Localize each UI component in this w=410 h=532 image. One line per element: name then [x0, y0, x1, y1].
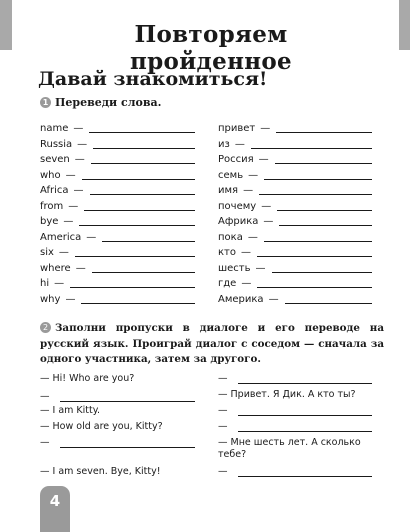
answer-line[interactable]	[75, 256, 195, 257]
word-row	[218, 167, 372, 182]
dash: —	[255, 262, 266, 274]
dialogue-line-en: — How old are you, Kitty?	[40, 421, 163, 432]
exercise-2-instruction: Заполни пропуски в диалоге и его переводе на русский язык. Проиграй диалог с соседом — сначала за одного участника, затем за другого.	[40, 322, 384, 365]
english-word: seven	[40, 154, 70, 165]
answer-line[interactable]	[84, 210, 195, 211]
dialogue-line-en: — I am Kitty.	[40, 405, 101, 416]
dash: —	[54, 278, 65, 289]
dash: —	[234, 138, 245, 150]
dash: —	[75, 262, 86, 274]
answer-line[interactable]	[238, 476, 372, 477]
russian-word: имя	[218, 185, 239, 196]
dialogue-line-ru: —	[218, 466, 228, 477]
answer-line[interactable]	[79, 225, 195, 226]
answer-line[interactable]	[102, 241, 195, 242]
english-word: America	[40, 231, 82, 243]
russian-word: где	[218, 278, 237, 289]
russian-word: из	[218, 138, 230, 150]
dialogue-line-ru: —	[218, 421, 228, 432]
russian-word: Россия	[218, 154, 254, 165]
dialogue-line-ru: —	[218, 373, 228, 384]
word-row	[218, 182, 372, 197]
word-row	[218, 198, 372, 213]
word-row	[218, 151, 372, 166]
dialogue-line-ru: — Привет. Я Дик. А кто ты?	[218, 389, 356, 400]
exercise-1-instruction: Переведи слова.	[55, 96, 162, 109]
dash: —	[65, 293, 76, 305]
answer-line[interactable]	[279, 225, 372, 226]
dash: —	[241, 278, 252, 289]
english-word: Africa	[40, 185, 69, 196]
page-title: Повторяем пройденное	[130, 21, 292, 75]
dash: —	[65, 169, 76, 181]
word-row	[218, 229, 372, 244]
dialogue-line-en: —	[40, 391, 50, 402]
word-row	[218, 260, 372, 275]
dash: —	[243, 185, 254, 196]
word-row	[218, 136, 372, 151]
dash: —	[247, 231, 258, 243]
answer-line[interactable]	[92, 272, 195, 273]
word-row	[40, 260, 195, 275]
answer-line[interactable]	[238, 383, 372, 384]
word-row	[218, 291, 372, 306]
page-edge-bar-right	[399, 0, 410, 50]
answer-line[interactable]	[264, 179, 372, 180]
answer-line[interactable]	[257, 256, 372, 257]
english-word: six	[40, 247, 54, 258]
exercise-1-number-badge: 1	[40, 97, 51, 108]
dash: —	[260, 123, 271, 134]
page-number: 4	[49, 492, 61, 510]
dash: —	[77, 138, 88, 150]
dash: —	[240, 247, 251, 258]
answer-line[interactable]	[264, 241, 372, 242]
answer-line[interactable]	[238, 415, 372, 416]
english-word: where	[40, 262, 71, 274]
dialogue-line-ru: —	[218, 405, 228, 416]
dash: —	[248, 169, 259, 181]
answer-line[interactable]	[276, 132, 372, 133]
russian-word: пока	[218, 231, 243, 243]
word-row	[40, 182, 195, 197]
word-row	[40, 213, 195, 228]
dash: —	[73, 185, 84, 196]
exercise-2-heading	[40, 321, 384, 368]
word-row	[40, 291, 195, 306]
russian-word: Америка	[218, 293, 264, 305]
answer-line[interactable]	[238, 431, 372, 432]
answer-line[interactable]	[277, 210, 372, 211]
dash: —	[58, 247, 69, 258]
answer-line[interactable]	[91, 163, 195, 164]
english-word: why	[40, 293, 61, 305]
word-row	[40, 151, 195, 166]
answer-line[interactable]	[81, 303, 195, 304]
english-word: who	[40, 169, 61, 181]
dash: —	[268, 293, 279, 305]
dash: —	[263, 216, 274, 227]
word-row	[40, 120, 195, 135]
word-row	[40, 229, 195, 244]
russian-word: семь	[218, 169, 244, 181]
word-row	[218, 213, 372, 228]
english-word: from	[40, 200, 64, 212]
answer-line[interactable]	[93, 148, 195, 149]
dash: —	[86, 231, 97, 243]
word-row	[218, 275, 372, 290]
dash: —	[68, 200, 79, 212]
page-edge-bar-left	[0, 0, 12, 50]
word-row	[218, 120, 372, 135]
dialogue-line-ru: — Мне шесть лет. А сколько тебе?	[218, 437, 361, 460]
answer-line[interactable]	[89, 132, 195, 133]
answer-line[interactable]	[60, 447, 195, 448]
word-row	[40, 244, 195, 259]
word-row	[40, 167, 195, 182]
answer-line[interactable]	[259, 194, 372, 195]
word-row	[40, 136, 195, 151]
russian-word: Африка	[218, 216, 259, 227]
answer-line[interactable]	[285, 303, 372, 304]
section-title: Давай знакомиться!	[38, 68, 268, 90]
russian-word: шесть	[218, 262, 251, 274]
russian-word: почему	[218, 200, 257, 212]
dash: —	[258, 154, 269, 165]
english-word: Russia	[40, 138, 73, 150]
answer-line[interactable]	[70, 287, 195, 288]
word-row	[218, 244, 372, 259]
word-row	[40, 198, 195, 213]
exercise-1-heading	[40, 96, 161, 109]
page-number-tab	[40, 486, 70, 532]
answer-line[interactable]	[257, 287, 372, 288]
dash: —	[261, 200, 272, 212]
dialogue-line-en: —	[40, 437, 50, 448]
exercise-2-number-badge: 2	[40, 322, 51, 333]
dialogue-line-en: — Hi! Who are you?	[40, 373, 135, 384]
answer-line[interactable]	[251, 148, 372, 149]
russian-word: привет	[218, 123, 256, 134]
dash: —	[63, 216, 74, 227]
english-word: name	[40, 123, 69, 134]
english-word: bye	[40, 216, 59, 227]
russian-word: кто	[218, 247, 236, 258]
dialogue-line-en: — I am seven. Bye, Kitty!	[40, 466, 161, 477]
answer-line[interactable]	[82, 179, 195, 180]
answer-line[interactable]	[90, 194, 195, 195]
dash: —	[74, 154, 85, 165]
dash: —	[73, 123, 84, 134]
english-word: hi	[40, 278, 50, 289]
answer-line[interactable]	[272, 272, 372, 273]
word-row	[40, 275, 195, 290]
answer-line[interactable]	[275, 163, 372, 164]
answer-line[interactable]	[60, 401, 195, 402]
